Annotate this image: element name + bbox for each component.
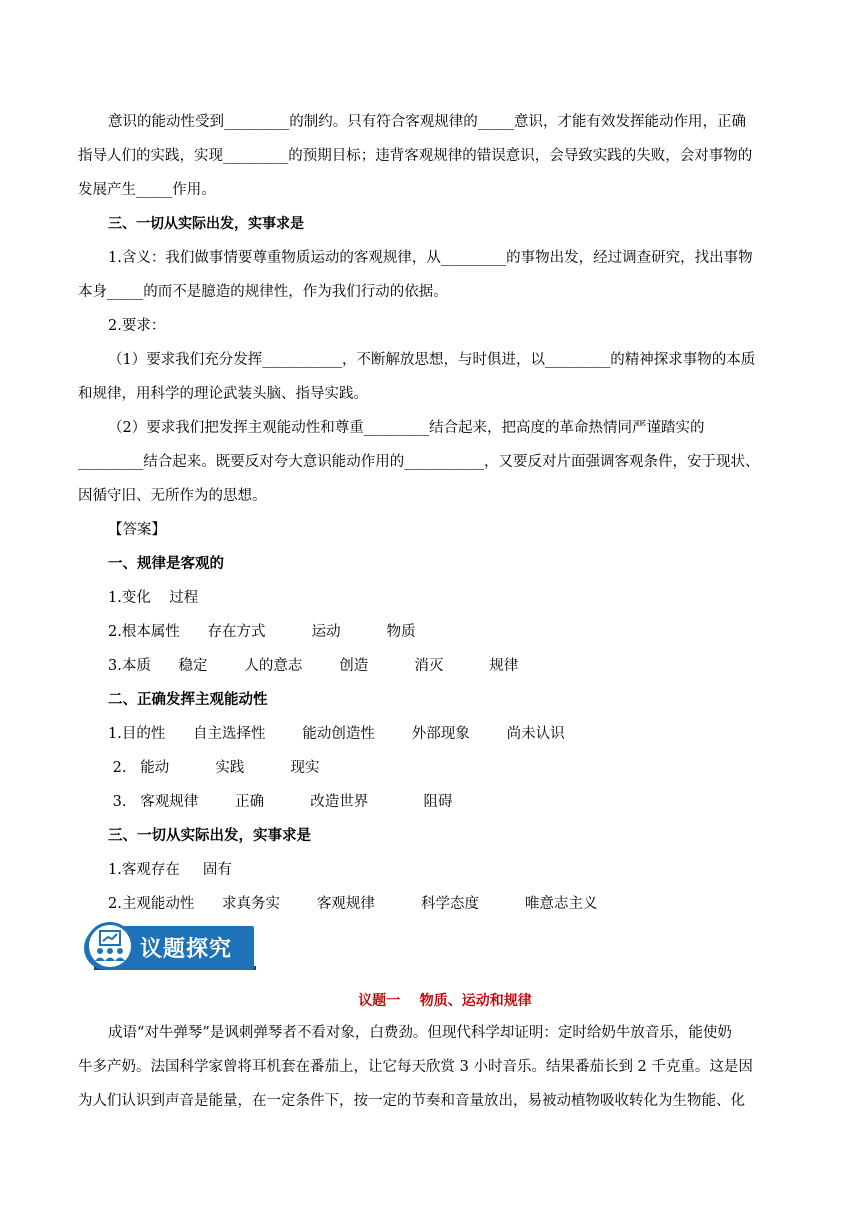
text-line: 本身_____的而不是臆造的规律性，作为我们行动的依据。 xyxy=(78,284,448,300)
topic-title: 议题一 物质、运动和规律 xyxy=(358,993,532,1009)
answer-line: 3. 客观规律 正确 改造世界 阻碍 xyxy=(108,794,453,810)
text-line: 指导人们的实践，实现_________的预期目标；违背客观规律的错误意识，会导致实践的失败，会对事物的 xyxy=(78,148,753,164)
text-line: 和规律，用科学的理论武装头脑、指导实践。 xyxy=(78,386,368,402)
text-line: 发展产生_____作用。 xyxy=(78,182,216,198)
answer-line: 1.目的性 自主选择性 能动创造性 外部现象 尚未认识 xyxy=(108,726,565,742)
audience-presentation-icon xyxy=(86,922,134,970)
topic-banner xyxy=(84,922,254,972)
section-heading: 三、一切从实际出发，实事求是 xyxy=(108,216,304,232)
text-line: （2）要求我们把发挥主观能动性和尊重_________结合起来，把高度的革命热情同严谨踏实的 xyxy=(108,420,705,436)
answer-heading: 二、正确发挥主观能动性 xyxy=(108,692,268,708)
text-line: 为人们认识到声音是能量，在一定条件下，按一定的节奏和音量放出，易被动植物吸收转化为生物能、化 xyxy=(78,1093,745,1109)
text-line: 意识的能动性受到_________的制约。只有符合客观规律的_____意识，才能有效发挥能动作用，正确 xyxy=(108,114,746,130)
text-line: （1）要求我们充分发挥___________，不断解放思想，与时俱进，以_________的精神探求事物的本质 xyxy=(108,352,756,368)
text-line: 成语“对牛弹琴”是讽刺弹琴者不看对象，白费劲。但现代科学却证明：定时给奶牛放音乐，能使奶 xyxy=(108,1025,732,1041)
answer-line: 1.变化 过程 xyxy=(108,590,199,606)
answer-line: 2. 能动 实践 现实 xyxy=(108,760,320,776)
text-line: 牛多产奶。法国科学家曾将耳机套在番茄上，让它每天欣赏 3 小时音乐。结果番茄长到 2 千克重。这是因 xyxy=(78,1059,753,1075)
answer-line: 2.根本属性 存在方式 运动 物质 xyxy=(108,624,416,640)
text-line: 1.含义：我们做事情要尊重物质运动的客观规律，从_________的事物出发，经过调查研究，找出事物 xyxy=(108,250,753,266)
answer-line: 2.主观能动性 求真务实 客观规律 科学态度 唯意志主义 xyxy=(108,896,598,912)
text-line: _________结合起来。既要反对夸大意识能动作用的___________，又要反对片面强调客观条件，安于现状、 xyxy=(78,454,760,470)
text-line: 2.要求： xyxy=(108,318,166,334)
text-line: 因循守旧、无所作为的思想。 xyxy=(78,488,267,504)
answer-line: 3.本质 稳定 人的意志 创造 消灭 规律 xyxy=(108,658,519,674)
answer-label: 【答案】 xyxy=(108,522,166,538)
answer-heading: 一、规律是客观的 xyxy=(108,556,224,572)
answer-heading: 三、一切从实际出发，实事求是 xyxy=(108,828,311,844)
banner-title: 议题探究 xyxy=(140,937,233,962)
answer-line: 1.客观存在 固有 xyxy=(108,862,232,878)
